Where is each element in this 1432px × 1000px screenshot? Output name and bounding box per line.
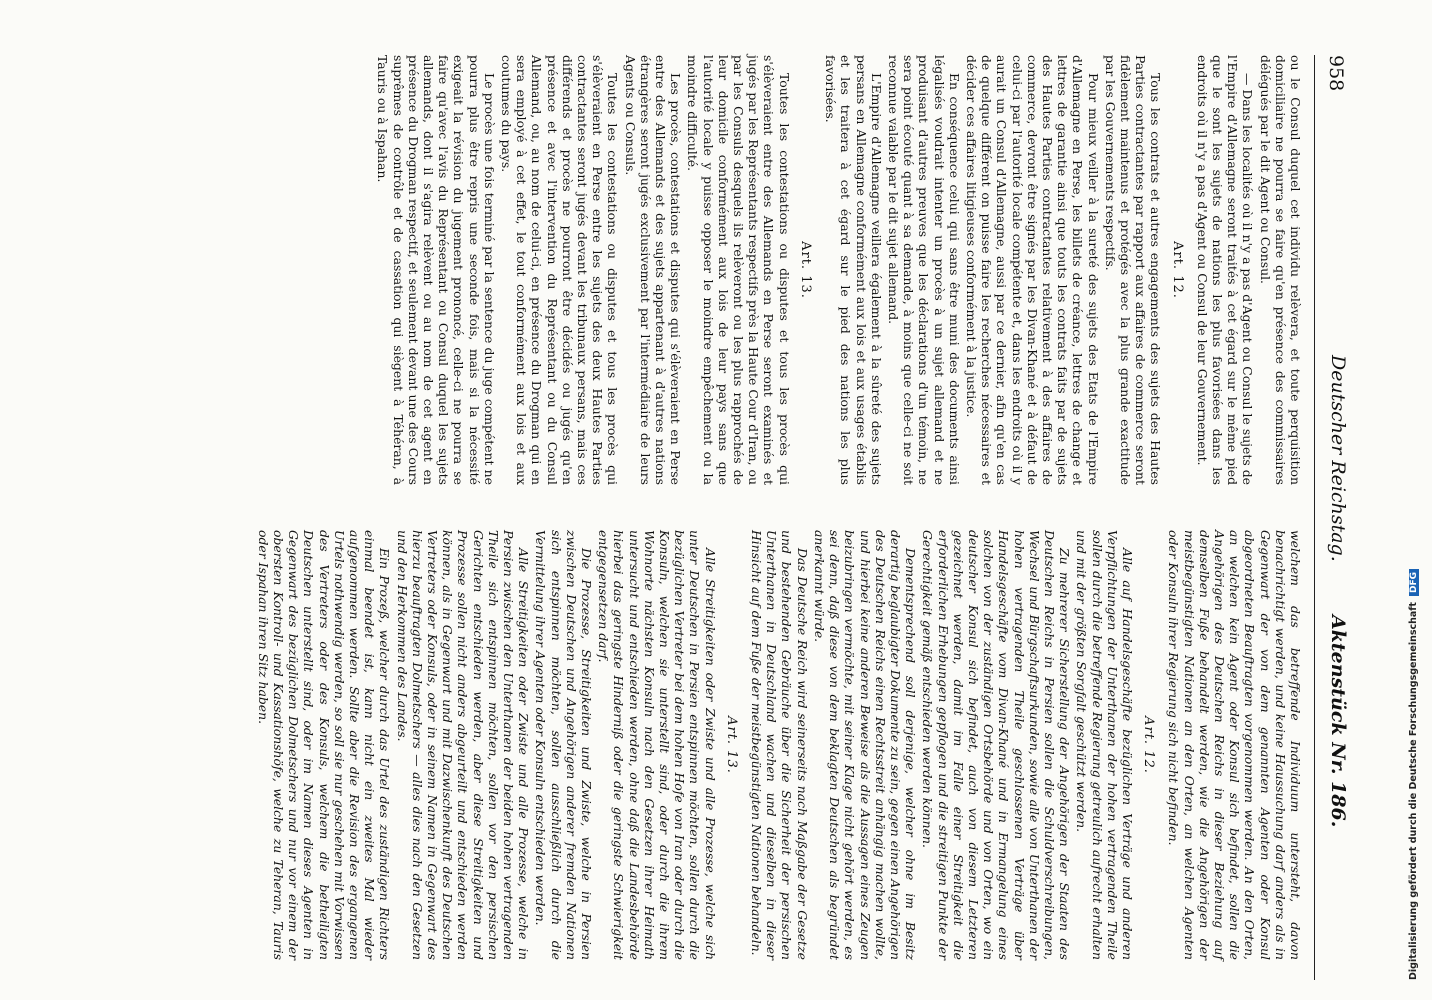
right-running-title: Aktenstück Nr. 186. [1327,615,1349,828]
paragraph: Das Deutsche Reich wird seinerseits nach Maßgabe der Gesetze und bestehenden Gebräuche über die Sicherheit der persischen Unterthanen in Deutschland wachen und dieselben in dieser Hinsicht auf dem Fuße der meistbegünstigten Nationen behandeln. [749,530,810,960]
paragraph: Ein Prozeß, welcher durch das Urtel des zuständigen Richters einmal beendet ist, kann nicht ein zweites Mal wieder aufgenommen werden. Sollte aber die Revision des ergangenen Urtels nothwendig werden, so soll sie nur geschehen mit Vorwissen des Vertreters oder des Konsuls, welchem die betheiligten Deutschen unterstellt sind, oder im Namen dieses Agenten in Gegenwart des bezüglichen Dolmetschers und nur vor einem der obersten Kontroll- und Kassationshöfe, welche zu Teheran, Tauris oder Ispahan ihren Sitz haben. [255,530,393,960]
paragraph: Tous les contrats et autres engagements des sujets des Hautes Parties contractantes par rapport aux affaires de commerce seront fidèlement maintenus et protégés avec la plus grande exactitude par les Gouvernements respectifs. [1102,55,1164,485]
page-header [1314,55,1355,980]
stamp-text: Digitalisierung gefördert durch die Deutsche Forschungsgemeinschaft [1408,602,1419,980]
paragraph: Le procès une fois terminé par la sentence du juge compétent ne pourra plus être repris une seconde fois, mais si la nécessité exigeait la révision du jugement prononcé, celle-ci ne pourra se faire qu'avec l'avis du Représentant ou Consul duquel les sujets allemands, dont il s'agira relèvent ou au nom de cet agent en présence du Drogman respectif, et seulement devant une des Cours suprêmes de contrôle et de cassation qui siègent à Téhéran, à Tauris ou à Ispahan. [375,55,497,485]
printed-page [55,55,1355,980]
article-heading: Art. 12. [1169,241,1185,299]
article-heading: Art. 13. [797,241,813,299]
paragraph: Toutes les contestations ou disputes et tous les procès qui s'élèveraient entre des Allemands en Perse seront examinés et jugés par les Représentants respectifs près la Haute Cour d'Iran, ou par les Consuls desquels ils relèveront ou les plus rapprochés de leur domicile conformément aux lois de leur pays sans que l'autorité locale y puisse opposer le moindre empêchement ou la moindre difficulté. [685,55,792,485]
paragraph: Alle Streitigkeiten oder Zwiste und alle Prozesse, welche in Persien zwischen den Unterthanen der beiden hohen vertragenden Theile sich entspinnen möchten, sollen vor den persischen Gerichten entschieden werden, aber diese Streitigkeiten und Prozesse sollen nicht anders abgeurteilt und entschieden werden können, als in Gegenwart und mit Dazwischenkunft des Deutschen Vertreters oder Konsuls, oder in seinem Namen in Gegenwart des hierzu beauftragten Dolmetschers — alles dies nach den Gesetzen und den Herkommen des Landes. [394,530,532,960]
german-column [254,530,1303,960]
page-number: 958 [1325,55,1347,92]
paragraph: ou le Consul duquel cet individu relèvera, et toute perquisition domiciliaire ne pourra se faire qu'en présence des commissaires délégués par le dit Agent ou Consul. [1257,55,1303,485]
paragraph: Die Prozesse, Streitigkeiten und Zwiste, welche in Persien zwischen Deutschen und Angehörigen anderer fremden Nationen sich entspinnen möchten, sollen ausschließlich durch die Vermittelung ihrer Agenten oder Konsuln entschieden werden. [533,530,595,960]
paragraph: — Dans les localités où il n'y a pas d'Agent ou Consul le sujets de l'Empire d'Allemagne seront traités à cet égard sur le même pied que le sont les sujets de nations les plus favorisées dans les endroits où il n'y a pas d'Agent ou Consul de leur Gouvernement. [1194,55,1256,485]
paragraph: En conséquence celui qui sans être muni des documents ainsi légalisés voudrait intenter un procès à un sujet allemand et ne produisant d'autres preuves que les déclarations d'un témoin, ne sera point écouté quant à sa demande, à moins que celle-ci ne soit reconnue valable par le dit sujet allemand. [885,55,962,485]
dfg-logo: DFG [1409,569,1419,596]
paragraph: L'Empire d'Allemagne veillera également à la sûreté des sujets persans en Allemagne conformément aux lois et aux usages établis et les traitera à cet égard sur le pied des nations les plus favorisées. [823,55,884,485]
paragraph: Toutes les contestations ou disputes et tous les procès qui s'élèveraient en Perse entre les sujets des deux Hautes Parties contractantes seront jugés devant les tribunaux persans, mais ces différends et procès ne pourront être décidés ou jugés qu'en présence et avec l'intervention du Représentant ou du Consul Allemand, ou, au nom de celui-ci, en présence du Drogman qui en sera employé à cet effet, le tout conformément aux lois et aux coutumes du pays. [499,55,621,485]
paragraph: Alle auf Handelsgeschäfte bezüglichen Verträge und anderen Verpflichtungen der Unterthanen der hohen vertragenden Theile sollen durch die betreffende Regierung getreulich aufrecht erhalten und mit der größten Sorgfalt geschützt werden. [1074,530,1135,960]
paragraph: Alle Streitigkeiten oder Zwiste und alle Prozesse, welche sich unter Deutschen in Persien entspinnen möchten, sollen durch die bezüglichen Vertreter bei dem hohen Hofe von Iran oder durch die Konsuln, welchen sie unterstellt sind, oder durch die ihrem Wohnorte nächsten Konsuln nach den Gesetzen ihrer Heimath untersucht und entschieden werden, ohne daß die Landesbehörde hierbei das geringste Hinderniß oder die geringste Schwierigkeit entgegensetzen darf. [596,530,718,960]
left-running-title: Deutscher Reichstag. [1327,355,1349,562]
paragraph: welchem das betreffende Individuum untersteht, davon benachrichtigt werden, und keine Haussuchung darf anders als in Gegenwart der von dem genannten Agenten oder Konsul abgeordneten Beauftragten vorgenommen werden. An den Orten, an welchen kein Agent oder Konsul sich befindet, sollen die Angehörigen des Deutschen Reichs in dieser Beziehung auf demselben Fuße behandelt werden, wie die Angehörigen der meistbegünstigten Nationen an den Orten, an welchen Agenten oder Konsuln ihrer Regierung sich nicht befinden. [1166,530,1303,960]
paragraph: Les procès, contestations et disputes qui s'élèveraient en Perse entre des Allemands et des sujets appartenant à d'autres nations étrangères seront jugés exclusivement par l'intermédiaire de leurs Agents ou Consuls. [622,55,684,485]
french-column [373,55,1303,485]
article-heading: Art. 13. [723,716,739,774]
paragraph: Pour mieux veiller à la sureté des sujets des Etats de l'Empire d'Allemagne en Perse, les billets de créance, lettres de change et lettres de garantie ainsi que touts les contrats faits par de sujets des Hautes Parties contractantes relativement à des affaires de commerce, devront être signés par les Divan-Khané et à défaut de celui-ci par l'autorité locale compétente et, dans les endroits où il y aurait un Consul d'Allemagne, aussi par ce dernier, afin qu'en cas de quelque différent on puisse faire les recherches nécessaires et décider ces affaires litigieuses conformément à la justice. [963,55,1101,485]
paragraph: Dementsprechend soll derjenige, welcher ohne im Besitz derartig beglaubigter Dokumente zu sein, gegen einen Angehörigen des Deutschen Reichs einen Rechtsstreit anhängig machen wollte, und hierbei keine anderen Beweise als die Aussagen eines Zeugen beizubringen vermöchte, mit seiner Klage nicht gehört werden, es sei denn, daß diese von dem beklagten Deutschen als begründet anerkannt würde. [811,530,919,960]
article-heading: Art. 12. [1141,716,1157,774]
paragraph: Zu mehrerer Sicherstellung der Angehörigen der Staaten des Deutschen Reichs in Persien sollen die Schuldverschreibungen, Wechsel und Bürgschaftsurkunden, sowie alle von Unterthanen der hohen vertragenden Theile geschlossenen Verträge über Handelsgeschäfte vom Divan-Khané und in Ermangelung eines solchen von der zuständigen Ortsbehörde und von Orten, wo ein deutscher Konsul sich befindet, auch von diesem Letzteren gezeichnet werden, damit im Falle einer Streitigkeit die erforderlichen Erhebungen gepflogen und die streitigen Punkte der Gerechtigkeit gemäß entschieden werden können. [920,530,1073,960]
digitization-stamp [1408,80,1426,980]
